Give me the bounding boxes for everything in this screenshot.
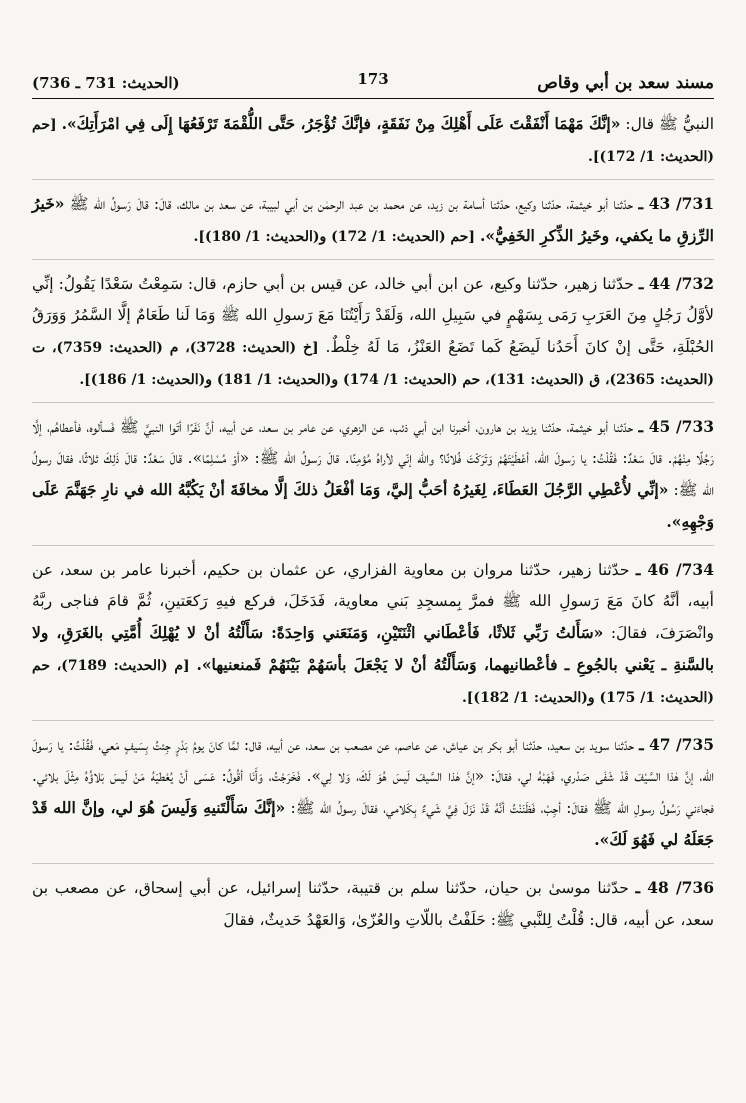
hadith-entry [32,729,714,864]
hadith-number: 731/ 43 ـ [638,194,715,213]
prophetic-quote: «خَيرُ الرِّزقِ ما يكفي، وخَيرُ الذِّكرِ الخَفِيُّ». [32,194,714,245]
hadith-entry [32,108,714,180]
hadith-narration: النبيُّ ﷺ قال: [620,115,714,133]
hadith-reference: [حم (الحديث: 1/ 172)]. [32,117,714,165]
hadith-number: 736/ 48 ـ [635,878,715,897]
prophetic-quote: «إنَّكَ مَهْمَا أَنْفَقْتَ عَلَى أَهْلِكَ مِنْ نَفَقَةٍ، فإنَّكَ تُؤْجَرُ، حَتَّى اللُّقْمَةَ تَرْفَعُهَا إِلَى فِي امْرَأَتِكَ». [61,114,621,133]
prophetic-quote: «سَأَلتُ رَبِّي ثَلاثًا، فَأعْطَاني اثْنَتَيْنِ، وَمَنَعَني وَاحِدَةً: سَأَلْتُهُ أنْ لا يُهْلِكَ أُمَّتِي بالغَرَقِ، ولا بالسَّنةِ ـ يَعْني بالجُوعِ ـ فأعْطانيهما، وَسَأَلْتُهُ أنْ لا يَجْعَلَ بأسَهُمْ بَيْنَهُمْ فَمنعنيها». [32,623,714,674]
prophetic-quote: «إنَّكَ سَأَلْتَنيهِ وَلَيسَ هُوَ لي، وإنَّ الله قَدْ جَعَلَهُ لي فَهُوَ لَكَ». [32,798,714,849]
hadith-text [32,729,714,857]
hadith-reference: [خ (الحديث: 3728)، م (الحديث: 7359)، ت (الحديث: 2365)، ق (الحديث: 131)، حم (الحديث: 1/ 174) و(الحديث: 1/ 181) و(الحديث: 1/ 186)]. [32,340,714,388]
page-number: 173 [357,70,389,88]
hadith-text [32,108,714,173]
hadith-entry [32,268,714,403]
hadith-entry [32,411,714,546]
prophetic-quote: «إنِّي لأُعْطِي الرَّجُلَ العَطَاءَ، لِغَيرُهُ أحَبُّ إليَّ، وَمَا أفْعَلُ ذلكَ إلَّا مخافَةَ أنْ يَكُبَّهُ الله في نارِ جَهَنَّمَ عَلَى وَجْهِهِ». [32,480,714,531]
hadith-narration: حدّثنا سويد بن سعيد، حدّثنا أبو بكر بن عياش، عن عاصم، عن مصعب بن سعد، عن أبيه، قال: لمَّا كانَ يومُ بَدْرٍ جِئتُ بِسَيفٍ مَعي، فَقُلْتُ: يا رَسولَ الله، إنَّ هٰذا السَّيْفَ قَدْ شَفَى صَدْري، فَهَبْهُ لي، فقالَ: «إنَّ هٰذا السَّيفَ لَيسَ هُوَ لَكَ، وَلا لِي». فَخَرَجْتُ، وَأَنَا أقُولُ: عَسَى أنْ يُعْطيَهُ مَنْ لَيسَ بَلاؤُهُ مِثْلَ بلائي. فجاءَني رَسُولُ رسولِ الله ﷺ فقالَ: أجِبْ، فَظَنَنْتُ أنَّهُ قَدْ نَزَلَ فِيَّ شَيءٌ بِكَلامي، فقالَ رسولُ الله ﷺ: [32,736,714,817]
running-header [32,68,714,99]
hadith-text [32,554,714,714]
hadith-narration: حدّثنا زهير، حدّثنا وكيع، عن ابن أبي خالد، عن قيس بن أبي حازم، قال: سَمِعْتُ سَعْدًا يَقُولُ: إنِّي لأوَّلُ رَجُلٍ مِنَ العَرَبِ رَمَى بِسَهْمٍ في سَبِيلِ الله، وَلَقَدْ رَأَيْتُنَا مَعَ رَسولِ الله ﷺ وَمَا لَنا طَعَامٌ إلَّا السَّمُرُ وَوَرَقُ الحُبْلَةِ، حَتَّى إنْ كانَ أَحَدُنا لَيضَعُ كَما تَضَعُ العَنْزُ، مَا لَهُ خِلْطٌ. [32,275,714,356]
hadith-narration: حدّثنا زهير، حدّثنا مروان بن معاوية الفزاري، عن عثمان بن حكيم، أخبرنا عامر بن سعد، عن أبيه، أنَّهُ كانَ مَعَ رَسولِ الله ﷺ فمرَّ بِمسجِدِ بَني معاوية، فَدَخَلَ، فركع فيهِ رَكعَتينِ، ثُمَّ قامَ فناجى ربَّهُ وانْصَرَفَ، فقالَ: [32,561,714,642]
hadith-range: (الحديث: 731 ـ 736) [32,74,180,92]
hadith-number: 733/ 45 ـ [638,417,715,436]
hadith-entry [32,872,714,943]
hadith-number: 732/ 44 ـ [638,274,715,293]
hadith-tail [319,338,326,356]
hadith-text [32,268,714,396]
hadith-text [32,872,714,937]
hadith-text [32,188,714,253]
hadith-entry [32,188,714,260]
book-title: مسند سعد بن أبي وقاص [537,73,714,93]
hadith-narration: حدّثنا أبو خيثمة، حدّثنا وكيع، حدّثنا أسامة بن زيد، عن محمد بن عبد الرحمٰن بن أبي لبيبة، عن سعد بن مالك، قالَ: قالَ رَسولُ الله ﷺ [64,195,639,213]
hadith-number: 734/ 46 ـ [635,560,714,579]
hadith-narration: حدّثنا أبو خيثمة، حدّثنا يزيد بن هارون، أخبرنا ابن أبي ذئب، عن الزهري، عن عامر بن سعد، عن أبيه، أنَّ نَفَرًا أتَوا النبيَّ ﷺ فَسألوه، فأعطاهُم، إلَّا رَجُلًا مِنْهُمْ. قالَ سَعْدٌ: فَقُلْتُ: يا رَسولَ الله، أعْطَيْتَهُمْ وَتَرَكْتَ فُلانًا؟ والله إنّي لأراهُ مُؤمِنًا. قالَ رَسولُ الله ﷺ: «أوْ مُسْلِمًا». قالَ سَعْدٌ: قالَ ذَلِكَ ثلاثًا، فقالَ رسولُ الله ﷺ: [32,418,714,499]
hadith-reference: [م (الحديث: 7189)، حم (الحديث: 1/ 175) و(الحديث: 1/ 182)]. [32,658,714,706]
hadith-text [32,411,714,539]
hadith-number: 735/ 47 ـ [639,735,715,754]
hadith-reference: [حم (الحديث: 1/ 172) و(الحديث: 1/ 180)]. [193,229,476,245]
hadith-entry [32,554,714,721]
page-body [32,108,714,951]
hadith-narration: حدّثنا موسىٰ بن حيان، حدّثنا سلم بن قتيبة، حدّثنا إسرائيل، عن أبي إسحاق، عن مصعب بن سعد، عن أبيه، قال: قُلْتُ لِلنَّبي ﷺ: حَلَفْتُ باللّاتِ والعُزّىٰ، وَالعَهْدُ حَديثٌ، فقالَ [32,879,714,929]
